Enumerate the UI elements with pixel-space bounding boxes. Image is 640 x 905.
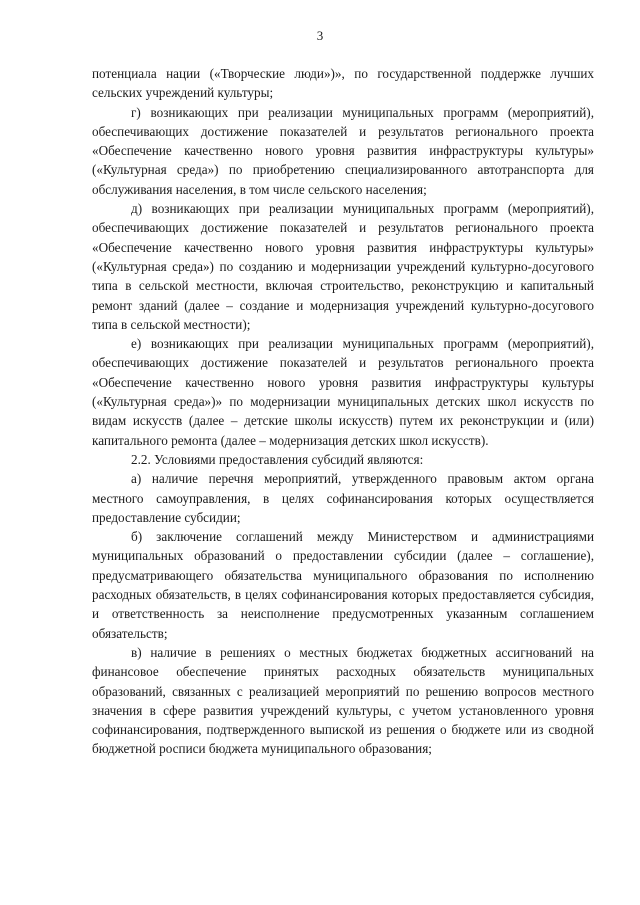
document-body — [92, 64, 594, 759]
paragraph-condition-a: а) наличие перечня мероприятий, утвержденного правовым актом органа местного самоуправления, в целях софинансирования которых осуществляется предоставление субсидии; — [92, 471, 594, 525]
page-number: 3 — [316, 28, 324, 43]
paragraph-item-e: е) возникающих при реализации муниципальных программ (мероприятий), обеспечивающих достижение показателей и результатов регионального проекта «Обеспечение качественно нового уровня развития инфраструктуры культуры («Культурная среда»)» по модернизации муниципальных детских школ искусств по видам искусств (далее – детские школы искусств) путем их реконструкции и (или) капитального ремонта (далее – модернизация детских школ искусств). — [92, 336, 594, 448]
paragraph-condition-b: б) заключение соглашений между Министерством и администрациями муниципальных образований о предоставлении субсидии (далее – соглашение), предусматривающего обязательства муниципального образования по исполнению расходных обязательств, в целях софинансирования которых предоставляется субсидия, и ответственность за неисполнение предусмотренных указанным соглашением обязательств; — [92, 529, 594, 641]
paragraph-continuation: потенциала нации («Творческие люди»)», по государственной поддержке лучших сельских учреждений культуры; — [92, 66, 594, 101]
paragraph-condition-v: в) наличие в решениях о местных бюджетах бюджетных ассигнований на финансовое обеспечение принятых расходных обязательств муниципальных образований, связанных с реализацией мероприятий по решению вопросов местного значения в сфере развития учреждений культуры, с учетом установленного уровня софинансирования, подтвержденного выпиской из решения о бюджете или из сводной бюджетной росписи бюджета муниципального образования; — [92, 644, 594, 757]
paragraph-item-d: д) возникающих при реализации муниципальных программ (мероприятий), обеспечивающих достижение показателей и результатов регионального проекта «Обеспечение качественно нового уровня развития инфраструктуры культуры» («Культурная среда») по созданию и модернизации учреждений культурно-досугового типа в сельской местности, включая строительство, реконструкцию и капитальный ремонт зданий (далее – создание и модернизация учреждений культурно-досугового типа в сельской местности); — [92, 201, 594, 332]
paragraph-item-g: г) возникающих при реализации муниципальных программ (мероприятий), обеспечивающих достижение показателей и результатов регионального проекта «Обеспечение качественно нового уровня развития инфраструктуры культуры» («Культурная среда») по приобретению специализированного автотранспорта для обслуживания населения, в том числе сельского населения; — [92, 104, 594, 197]
section-2-2-heading: 2.2. Условиями предоставления субсидий являются: — [131, 451, 424, 467]
